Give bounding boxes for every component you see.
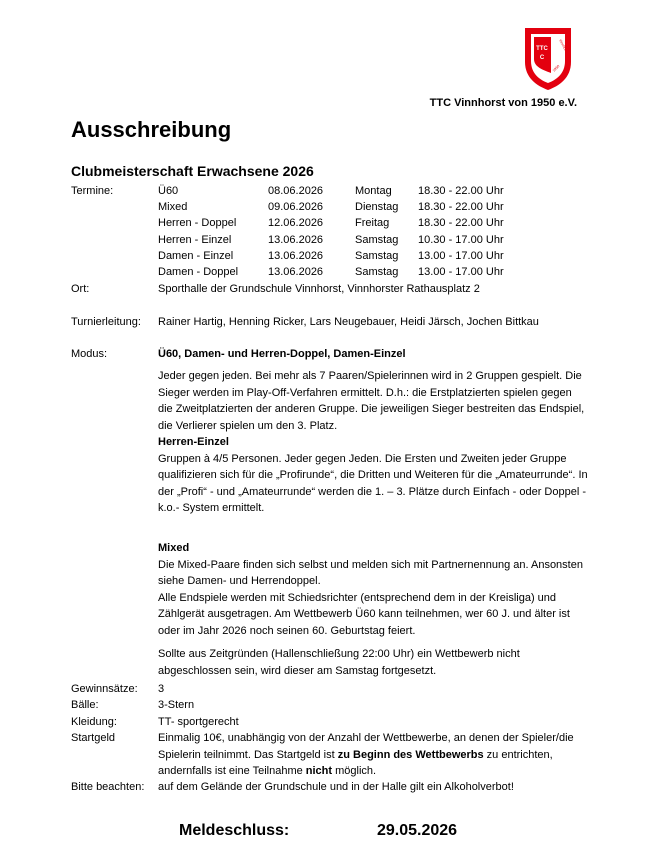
startgeld-text-a: Einmalig 10€, unabhängig von der Anzahl der Wettbewerbe, an denen der Spieler/die Spielerin teilnimmt. Das Startgeld ist bbox=[158, 732, 574, 761]
logo-text-main-c: C bbox=[539, 55, 545, 61]
meldeschluss-label: Meldeschluss: bbox=[179, 822, 290, 839]
page-title: Ausschreibung bbox=[71, 117, 232, 142]
ort-value: Sporthalle der Grundschule Vinnhorst, Vinnhorster Rathausplatz 2 bbox=[158, 283, 480, 295]
termine-label: Termine: bbox=[71, 185, 114, 197]
hinweis-label: Bitte beachten: bbox=[71, 781, 145, 793]
modus-label: Modus: bbox=[71, 348, 108, 360]
baelle-label: Bälle: bbox=[71, 699, 99, 711]
termin-time: 18.30 - 22.00 Uhr bbox=[418, 185, 504, 197]
termin-date: 13.06.2026 bbox=[268, 266, 324, 278]
meldeschluss-date: 29.05.2026 bbox=[377, 822, 458, 839]
startgeld-bold-b: nicht bbox=[305, 765, 333, 777]
club-name: TTC Vinnhorst von 1950 e.V. bbox=[429, 97, 577, 109]
startgeld-text-b: zu entrichten, andernfalls ist eine Teilnahme bbox=[158, 748, 553, 777]
termin-date: 12.06.2026 bbox=[268, 217, 324, 229]
logo-text-year: 1950 bbox=[551, 64, 561, 73]
logo-text-arc: Vinnhorst bbox=[558, 38, 569, 54]
modus-heading-doppel: Ü60, Damen- und Herren-Doppel, Damen-Einzel bbox=[158, 348, 406, 360]
modus-text-zeit: Sollte aus Zeitgründen (Hallenschließung 22:00 Uhr) ein Wettbewerb nicht abgeschlossen sein, wird dieser am Samstag fortgesetzt. bbox=[158, 648, 520, 677]
termin-event: Damen - Doppel bbox=[158, 266, 239, 278]
termin-event: Ü60 bbox=[158, 185, 179, 197]
termin-time: 13.00 - 17.00 Uhr bbox=[418, 250, 504, 262]
gewinnsaetze-label: Gewinnsätze: bbox=[71, 683, 138, 695]
termin-day: Montag bbox=[355, 185, 392, 197]
modus-text-endspiele: Alle Endspiele werden mit Schiedsrichter (entsprechend dem in der Kreisliga) und Zählgerät ausgetragen. Am Wettbewerb Ü60 kann teilnehmen, wer 60 J. und älter ist oder im Jahr 2026 noch seinen 60. Geburtstag feiert. bbox=[158, 591, 570, 637]
termin-event: Damen - Einzel bbox=[158, 250, 234, 262]
page-subtitle: Clubmeisterschaft Erwachsene 2026 bbox=[71, 163, 314, 179]
turnierleitung-value: Rainer Hartig, Henning Ricker, Lars Neugebauer, Heidi Järsch, Jochen Bittkau bbox=[158, 316, 539, 328]
termin-day: Samstag bbox=[355, 266, 399, 278]
startgeld-text-c: möglich. bbox=[332, 765, 377, 777]
kleidung-label: Kleidung: bbox=[71, 716, 117, 728]
termin-day: Freitag bbox=[355, 217, 390, 229]
modus-text-doppel: Jeder gegen jeden. Bei mehr als 7 Paaren/Spielerinnen wird in 2 Gruppen gespielt. Die Sieger werden im Play-Off-Verfahren ermittelt. D.h.: die Erstplatzierten spielen gegen die Zweitplatzierten der anderen Gruppe. Die jeweiligen Sieger bestreiten das Endspiel, die Verlierer spielen um den 3. Platz. bbox=[158, 370, 585, 432]
ort-label: Ort: bbox=[71, 283, 90, 295]
startgeld-label: Startgeld bbox=[71, 732, 116, 744]
termin-event: Herren - Einzel bbox=[158, 234, 232, 246]
hinweis-value: auf dem Gelände der Grundschule und in der Halle gilt ein Alkoholverbot! bbox=[158, 781, 514, 793]
termin-date: 09.06.2026 bbox=[268, 201, 324, 213]
termin-time: 13.00 - 17.00 Uhr bbox=[418, 266, 504, 278]
termin-day: Dienstag bbox=[355, 201, 399, 213]
termin-event: Mixed bbox=[158, 201, 188, 213]
modus-section-2 bbox=[158, 540, 588, 679]
modus-heading-mixed: Mixed bbox=[158, 542, 190, 554]
baelle-value: 3-Stern bbox=[158, 699, 195, 711]
termin-date: 13.06.2026 bbox=[268, 234, 324, 246]
termin-date: 08.06.2026 bbox=[268, 185, 324, 197]
termin-day: Samstag bbox=[355, 234, 399, 246]
startgeld-bold-a: zu Beginn des Wettbewerbs bbox=[337, 748, 484, 761]
logo-text-main: TTC bbox=[536, 46, 548, 52]
club-logo bbox=[523, 26, 573, 92]
termin-time: 18.30 - 22.00 Uhr bbox=[418, 217, 504, 229]
termin-event: Herren - Doppel bbox=[158, 217, 237, 229]
modus-text-herren-einzel: Gruppen à 4/5 Personen. Jeder gegen Jeden. Die Ersten und Zweiten jeder Gruppe qualifizieren sich für die „Profirunde“, die Dritten und Weiteren für die „Amateurrunde“. In der „Profi“ - und „Amateurrunde“ werden die 1. – 3. Plätze durch Einfach - oder Doppel - k.o.- System ermittelt. bbox=[158, 452, 588, 514]
termin-day: Samstag bbox=[355, 250, 399, 262]
gewinnsaetze-value: 3 bbox=[158, 683, 165, 695]
modus-text-mixed: Die Mixed-Paare finden sich selbst und melden sich mit Partnernennung an. Ansonsten siehe Damen- und Herrendoppel. bbox=[158, 558, 583, 587]
termin-date: 13.06.2026 bbox=[268, 250, 324, 262]
kleidung-value: TT- sportgerecht bbox=[158, 716, 239, 728]
modus-heading-herren-einzel: Herren-Einzel bbox=[158, 436, 229, 448]
modus-section-1 bbox=[158, 368, 588, 517]
termin-time: 18.30 - 22.00 Uhr bbox=[418, 201, 504, 213]
turnierleitung-label: Turnierleitung: bbox=[71, 316, 141, 328]
startgeld-text bbox=[158, 730, 588, 780]
termin-time: 10.30 - 17.00 Uhr bbox=[418, 234, 504, 246]
